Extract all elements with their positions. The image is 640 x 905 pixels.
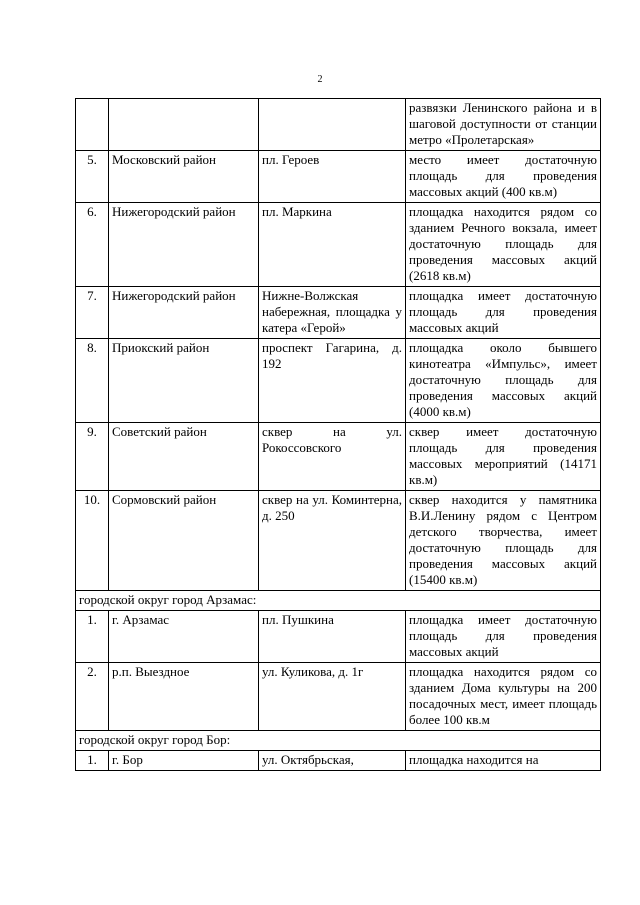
section-title: городской округ город Бор: — [76, 731, 601, 751]
place-cell — [259, 99, 406, 151]
place-cell: пл. Маркина — [259, 203, 406, 287]
description-cell: площадка имеет достаточную площадь для проведения массовых акций — [406, 611, 601, 663]
district-cell — [109, 99, 259, 151]
table-row — [76, 491, 601, 591]
row-number — [76, 99, 109, 151]
place-cell: пл. Пушкина — [259, 611, 406, 663]
row-number: 6. — [76, 203, 109, 287]
row-number: 9. — [76, 423, 109, 491]
place-cell: Нижне-Волжская набережная, площадка у катера «Герой» — [259, 287, 406, 339]
venues-table-body — [76, 99, 601, 771]
row-number: 1. — [76, 611, 109, 663]
row-number: 10. — [76, 491, 109, 591]
district-cell: р.п. Выездное — [109, 663, 259, 731]
description-cell: площадка находится рядом со зданием Речного вокзала, имеет достаточную площадь для проведения массовых акций (2618 кв.м) — [406, 203, 601, 287]
district-cell: Советский район — [109, 423, 259, 491]
place-cell: пл. Героев — [259, 151, 406, 203]
description-cell: площадка находится рядом со зданием Дома культуры на 200 посадочных мест, имеет площадь более 100 кв.м — [406, 663, 601, 731]
table-row — [76, 423, 601, 491]
row-number: 7. — [76, 287, 109, 339]
district-cell: Московский район — [109, 151, 259, 203]
description-cell: сквер имеет достаточную площадь для проведения массовых мероприятий (14171 кв.м) — [406, 423, 601, 491]
table-row — [76, 611, 601, 663]
description-cell: площадка имеет достаточную площадь для проведения массовых акций — [406, 287, 601, 339]
row-number: 2. — [76, 663, 109, 731]
section-title: городской округ город Арзамас: — [76, 591, 601, 611]
section-header-row — [76, 731, 601, 751]
district-cell: г. Арзамас — [109, 611, 259, 663]
page-number: 2 — [317, 74, 323, 85]
row-number: 8. — [76, 339, 109, 423]
district-cell: Нижегородский район — [109, 203, 259, 287]
place-cell: проспект Гагарина, д. 192 — [259, 339, 406, 423]
place-cell: сквер на ул. Рокоссовского — [259, 423, 406, 491]
description-cell: площадка около бывшего кинотеатра «Импульс», имеет достаточную площадь для проведения массовых акций (4000 кв.м) — [406, 339, 601, 423]
table-row — [76, 99, 601, 151]
description-cell: развязки Ленинского района и в шаговой доступности от станции метро «Пролетарская» — [406, 99, 601, 151]
section-header-row — [76, 591, 601, 611]
venues-table — [75, 98, 601, 771]
row-number: 5. — [76, 151, 109, 203]
table-row — [76, 287, 601, 339]
description-cell: место имеет достаточную площадь для проведения массовых акций (400 кв.м) — [406, 151, 601, 203]
table-row — [76, 203, 601, 287]
district-cell: Сормовский район — [109, 491, 259, 591]
place-cell: ул. Октябрьская, — [259, 751, 406, 771]
table-row — [76, 339, 601, 423]
place-cell: ул. Куликова, д. 1г — [259, 663, 406, 731]
table-row — [76, 751, 601, 771]
district-cell: г. Бор — [109, 751, 259, 771]
row-number: 1. — [76, 751, 109, 771]
table-row — [76, 151, 601, 203]
district-cell: Приокский район — [109, 339, 259, 423]
district-cell: Нижегородский район — [109, 287, 259, 339]
description-cell: площадка находится на — [406, 751, 601, 771]
table-row — [76, 663, 601, 731]
description-cell: сквер находится у памятника В.И.Ленину рядом с Центром детского творчества, имеет достаточную площадь для проведения массовых акций (15400 кв.м) — [406, 491, 601, 591]
place-cell: сквер на ул. Коминтерна, д. 250 — [259, 491, 406, 591]
